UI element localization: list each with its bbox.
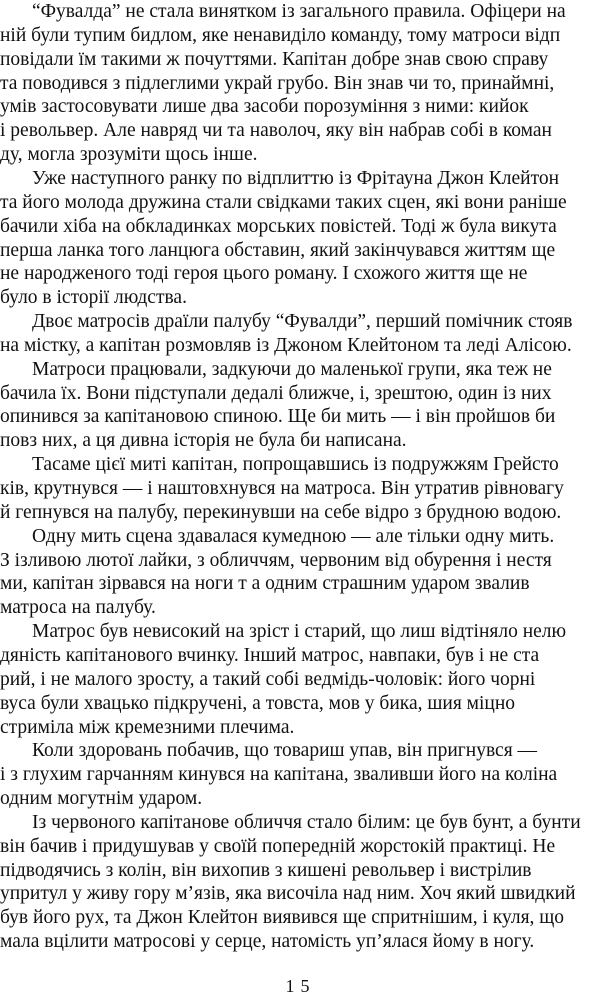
- text-line: Із червоного капітанове обличчя стало білим: це був бунт, а бунти: [32, 811, 581, 833]
- text-line: він бачив і придушував у своїй попередній жорстокій практиці. Не: [0, 835, 556, 857]
- text-line: повідали їм такими ж почуттями. Капітан добре знав свою справу: [0, 48, 549, 70]
- text-line: бачила їх. Вони підступали дедалі ближче, і, зрештою, один із них: [0, 382, 552, 404]
- text-line: ків, крутнувся — і наштовхнувся на матроса. Він утратив рівновагу: [0, 478, 564, 499]
- text-line: ній були тупим бидлом, яке ненавиділо команду, тому матроси відп: [0, 24, 561, 46]
- text-line: Матроси працювали, задкуючи до маленької групи, яка теж не: [32, 358, 552, 380]
- text-line: Уже наступного ранку по відплиттю із Фрітауна Джон Клейтон: [32, 167, 560, 189]
- text-line: вуса були хвацько підкручені, а товста, мов у бика, шия міцно: [0, 692, 516, 714]
- text-line: перша ланка того ланцюга обставин, який закінчувався життям ще: [0, 239, 556, 261]
- text-line: Матрос був невисокий на зріст і старий, що лиш відтіняло нелю: [32, 621, 567, 643]
- text-line: Коли здоровань побачив, що товариш упав, він пригнувся —: [32, 740, 538, 762]
- text-line: опинився за капітановою спиною. Ще би мить — і він пройшов би: [0, 406, 556, 428]
- text-line: Одну мить сцена здавалася кумедною — але тільки одну мить.: [32, 525, 555, 547]
- text-line: підводячись з колін, він вихопив з кишені револьвер і вистрілив: [0, 859, 532, 881]
- text-line: на містку, а капітан розмовляв із Джоном Клейтоном та леді Алісою.: [0, 334, 572, 356]
- text-line: був його рух, та Джон Клейтон виявився ще спритнішим, і куля, що: [0, 907, 565, 929]
- text-line: упритул у живу гору м’язів, яка височіла над ним. Хоч який швидкий: [0, 883, 576, 905]
- text-line: З ізливою лютої лайки, з обличчям, червоним від обурення і нестя: [0, 549, 552, 571]
- text-line: й гепнувся на палубу, перекинувши на себе відро з брудною водою.: [0, 501, 562, 523]
- text-line: мала вцілити матросові у серце, натомість уп’ялася йому в ногу.: [0, 931, 535, 953]
- text-line: одним могутнім ударом.: [0, 788, 203, 810]
- text-line: стриміла між кремезними плечима.: [0, 716, 295, 738]
- text-line: Двоє матросів драїли палубу “Фувалди”, перший помічник стояв: [32, 311, 573, 333]
- text-line: не народженого тоді героя цього роману. І схожого життя ще не: [0, 263, 528, 285]
- text-line: “Фувалда” не стала винятком із загального правила. Офіцери на: [32, 1, 566, 22]
- text-line: повз них, а ця дивна історія не була би написана.: [0, 430, 407, 452]
- text-line: умів застосовувати лише два засоби порозуміння з ними: кийок: [0, 96, 529, 118]
- text-line: ми, капітан зірвався на ноги т а одним страшним ударом звалив: [0, 573, 530, 595]
- text-line: рий, і не малого зросту, а такий собі ведмідь-чоловік: його чорні: [0, 668, 536, 690]
- text-line: дяність капітанового вчинку. Інший матрос, навпаки, був і не ста: [0, 644, 540, 666]
- text-line: ду, могла зрозуміти щось інше.: [0, 144, 258, 166]
- text-line: було в історії людства.: [0, 287, 187, 309]
- text-line: Тасаме цієї миті капітан, попрощавшись із подружжям Грейсто: [32, 454, 559, 476]
- text-line: і револьвер. Але навряд чи та наволоч, яку він набрав собі в коман: [0, 120, 552, 142]
- text-line: та його молода дружина стали свідками таких сцен, які вони раніше: [0, 191, 567, 213]
- text-line: і з глухим гарчанням кинувся на капітана, зваливши його на коліна: [0, 764, 558, 786]
- text-line: та поводився з підлеглими украй грубо. Він знав чи то, принаймні,: [0, 72, 555, 94]
- text-line: матроса на палубу.: [0, 597, 156, 619]
- page-number: 15: [285, 976, 316, 996]
- text-line: бачили хіба на обкладинках морських повістей. Тоді ж була викута: [0, 215, 557, 237]
